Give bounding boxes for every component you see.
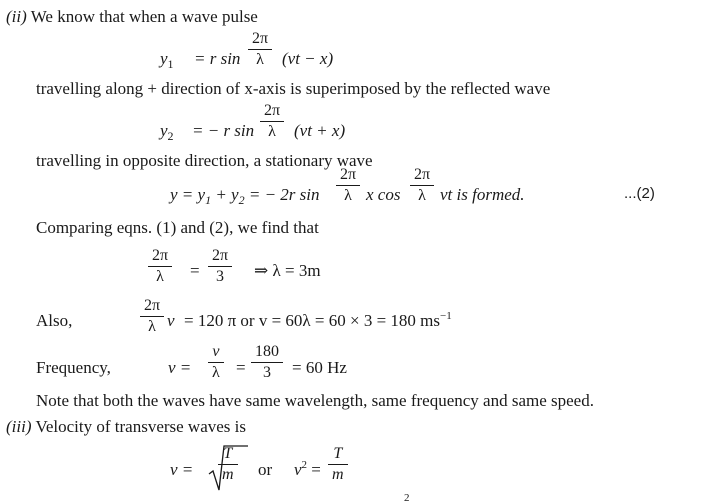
- label-also: Also,: [36, 311, 73, 330]
- eq5-rhs: = 120 π or v = 60λ = 60 × 3 = 180 ms: [184, 311, 441, 330]
- eq3-frac2-den: λ: [410, 185, 434, 204]
- eq3-rhs-post: vt is formed.: [440, 185, 525, 204]
- equation-frequency-lhs: ν =: [168, 358, 192, 377]
- part-ii-intro-text: We know that when a wave pulse: [30, 7, 258, 26]
- eq4-frac2-den: 3: [208, 266, 232, 285]
- equation-also-fraction: [142, 298, 162, 335]
- equation-compare-fraction-2: [210, 248, 230, 285]
- eq3-sub1: 1: [205, 193, 212, 207]
- eq5-sup: −1: [440, 310, 452, 322]
- eq1-sub: 1: [167, 57, 174, 71]
- equation-stationary: [170, 185, 320, 207]
- eq4-frac2-num: 2π: [212, 247, 229, 264]
- equation-velocity-squared: [294, 461, 321, 478]
- eq7-sqrt-num: T: [223, 445, 233, 462]
- equation-frequency-fraction-1: [210, 344, 222, 381]
- part-iii-label: (iii): [6, 417, 32, 436]
- equation-compare-equals: =: [190, 261, 200, 280]
- equation-compare-fraction-1: [150, 248, 170, 285]
- eq7-v2: v: [294, 460, 302, 479]
- cut-off-superscript: 2: [404, 492, 410, 503]
- part-iii-intro-text: Velocity of transverse waves is: [35, 417, 247, 436]
- eq5-frac-den: λ: [140, 316, 164, 335]
- equation-frequency-equals: =: [236, 358, 246, 377]
- equation-velocity-sqrt-fraction: [220, 446, 236, 483]
- eq3-sub2: 2: [238, 193, 245, 207]
- equation-frequency-rhs: = 60 Hz: [292, 358, 347, 377]
- eq1-var: y: [160, 49, 168, 68]
- text-line-note: Note that both the waves have same wavelength, same frequency and same speed.: [36, 391, 594, 410]
- eq7-frac-den: m: [328, 464, 348, 483]
- eq4-frac1-num: 2π: [152, 247, 169, 264]
- eq7-equals: =: [311, 460, 321, 479]
- eq3-frac1-den: λ: [336, 185, 360, 204]
- equation-y2-fraction: [262, 103, 282, 140]
- equation-stationary-fraction-1: [338, 167, 358, 204]
- eq6-frac1-num: v: [212, 343, 220, 360]
- eq6-frac1-den: λ: [208, 362, 224, 381]
- equation-y2-lhs: [160, 121, 174, 143]
- eq1-frac-den: λ: [248, 49, 272, 68]
- text-line-superimposed: travelling along + direction of x-axis is superimposed by the reflected wave: [36, 79, 551, 98]
- eq2-var: y: [160, 121, 168, 140]
- eq2-sub: 2: [167, 129, 174, 143]
- eq7-v2-sup: 2: [301, 459, 308, 471]
- eq1-frac-num: 2π: [252, 30, 269, 47]
- equation-y1-rhs-pre: = r sin: [194, 49, 241, 68]
- eq5-frac-num: 2π: [144, 297, 161, 314]
- text-line-comparing: Comparing eqns. (1) and (2), we find that: [36, 218, 319, 237]
- eq6-frac2-den: 3: [251, 362, 283, 381]
- eq7-frac-num: T: [333, 445, 343, 462]
- eq3-frac2-num: 2π: [414, 166, 431, 183]
- part-ii-label: (ii): [6, 7, 27, 26]
- equation-y1-lhs: [160, 49, 174, 71]
- equation-velocity-fraction: [330, 446, 346, 483]
- equation-velocity-lhs: v =: [170, 460, 194, 479]
- equation-also-var: v: [167, 311, 175, 330]
- part-ii-intro-line: [6, 8, 258, 25]
- eq3-frac1-num: 2π: [340, 166, 357, 183]
- equation-stationary-mid: x cos: [366, 185, 401, 204]
- equation-y1-fraction: [250, 31, 270, 68]
- equation-also-rhs: [184, 312, 452, 329]
- text-line-stationary-wave: travelling in opposite direction, a stationary wave: [36, 151, 373, 170]
- equation-velocity-or: or: [258, 460, 273, 479]
- equation-frequency-fraction-2: [253, 344, 281, 381]
- eq2-frac-num: 2π: [264, 102, 281, 119]
- equation-stationary-post: [440, 186, 525, 203]
- equation-y2-rhs-post: (vt + x): [294, 121, 346, 140]
- eq3-plus: + y: [211, 185, 239, 204]
- equation-reference-2: ...(2): [624, 185, 655, 202]
- equation-y1-rhs-post: (vt − x): [282, 49, 334, 68]
- eq3-lhs: y = y: [170, 185, 206, 204]
- eq7-sqrt-den: m: [218, 464, 238, 483]
- equation-compare-result: ⇒ λ = 3m: [254, 261, 321, 280]
- eq2-frac-den: λ: [260, 121, 284, 140]
- equation-y2-rhs-pre: = − r sin: [192, 121, 255, 140]
- equation-stationary-fraction-2: [412, 167, 432, 204]
- eq4-frac1-den: λ: [148, 266, 172, 285]
- label-frequency: Frequency,: [36, 358, 111, 377]
- eq3-rhs-pre: = − 2r sin: [244, 185, 320, 204]
- eq6-frac2-num: 180: [255, 343, 279, 360]
- part-iii-intro-line: [6, 418, 246, 435]
